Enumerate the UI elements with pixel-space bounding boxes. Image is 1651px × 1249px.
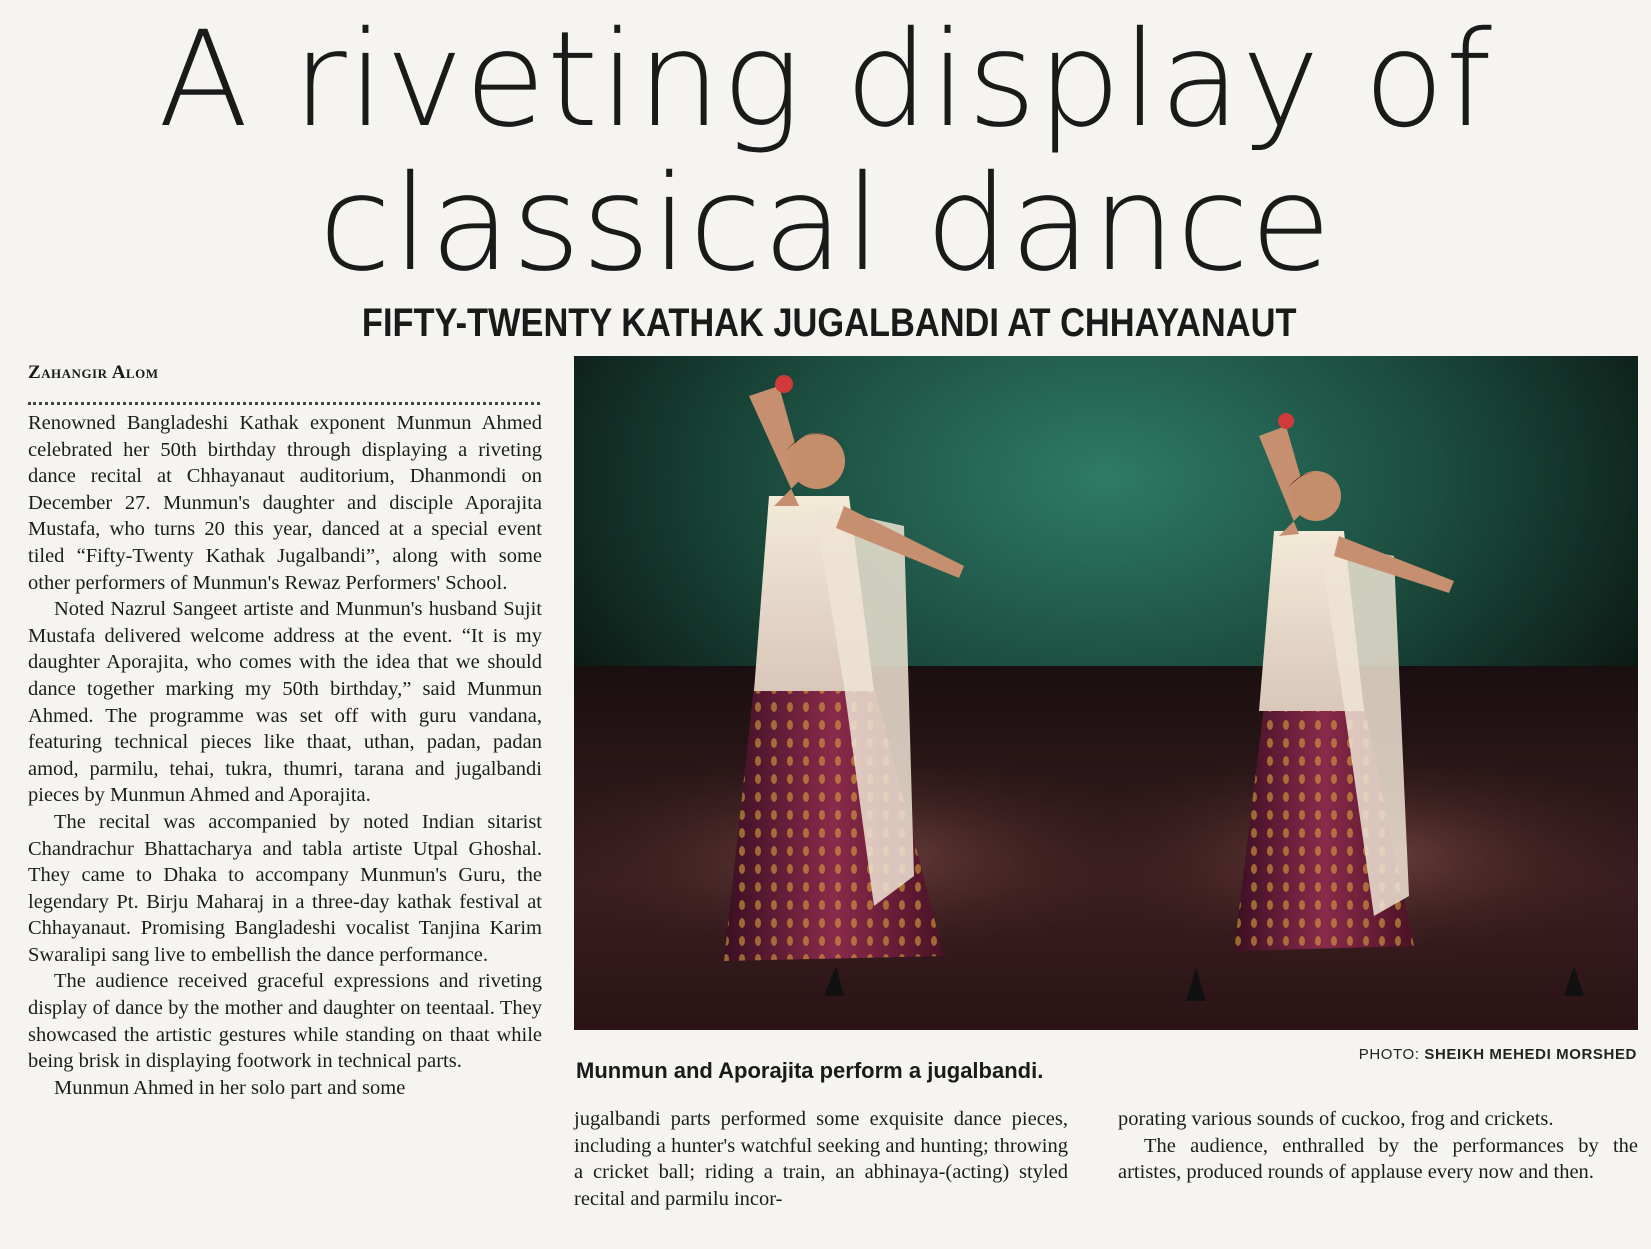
body-paragraph-1: Renowned Bangladeshi Kathak exponent Munmun Ahmed celebrated her 50th birthday through displaying a riveting dance recital at Chhayanaut auditorium, Dhanmondi on December 27. Munmun's daughter and disciple Aporajita Mustafa, who turns 20 this year, danced at a special event tiled “Fifty-Twenty Kathak Jugalbandi”, along with some other performers of Munmun's Rewaz Performers' School. [28,412,542,594]
body-paragraph-7: porating various sounds of cuckoo, frog and crickets. [1118,1108,1554,1130]
headline-line-2: classical dance [318,147,1333,301]
dance-photo-illustration [574,356,1638,1030]
byline: Zahangir Alom [28,362,159,383]
body-paragraph-4: The audience received graceful expressions and riveting display of dance by the mother and daughter on teentaal. They showcased the artistic gestures while standing on thaat while being brisk in displaying footwork in technical parts. [28,970,542,1073]
photo-credit [1359,1046,1637,1063]
photo-caption: Munmun and Aporajita perform a jugalbandi. [576,1058,1044,1083]
photo-credit-label: PHOTO: [1358,1046,1420,1063]
dotted-divider [28,402,540,405]
kicker: FIFTY-TWENTY KATHAK JUGALBANDI AT CHHAYANAUT [361,301,1297,345]
photo-credit-name: SHEIKH MEHEDI MORSHED [1424,1046,1637,1063]
body-column-2 [574,1106,1068,1212]
body-paragraph-5: Munmun Ahmed in her solo part and some [54,1076,406,1099]
body-paragraph-8: The audience, enthralled by the performances by the artistes, produced rounds of applause every now and then. [1118,1134,1638,1184]
body-paragraph-2: Noted Nazrul Sangeet artiste and Munmun's husband Sujit Mustafa delivered welcome address at the event. “It is my daughter Aporajita, who comes with the idea that we should dance together marking my 50th birthday,” said Munmun Ahmed. The programme was set off with guru vandana, featuring technical pieces like thaat, uthan, padan, padan amod, parmilu, tehai, tukra, thumri, tarana and jugalbandi pieces by Munmun Ahmed and Aporajita. [28,598,542,807]
headline-line-1: A riveting display of [158,3,1493,157]
body-column-1 [28,410,542,1101]
dance-photo [574,356,1638,1030]
body-column-3 [1118,1106,1638,1186]
body-paragraph-3: The recital was accompanied by noted Indian sitarist Chandrachur Bhattacharya and tabla artiste Utpal Ghoshal. They came to Dhaka to accompany Munmun's Guru, the legendary Pt. Birju Maharaj in a three-day kathak festival at Chhayanaut. Promising Bangladeshi vocalist Tanjina Karim Swaralipi sang live to embellish the dance performance. [28,810,542,966]
headline [0,3,1651,301]
body-paragraph-6: jugalbandi parts performed some exquisite dance pieces, including a hunter's watchful seeking and hunting; throwing a cricket ball; riding a train, an abhinaya-(acting) styled recital and parmilu incor- [574,1108,1068,1210]
